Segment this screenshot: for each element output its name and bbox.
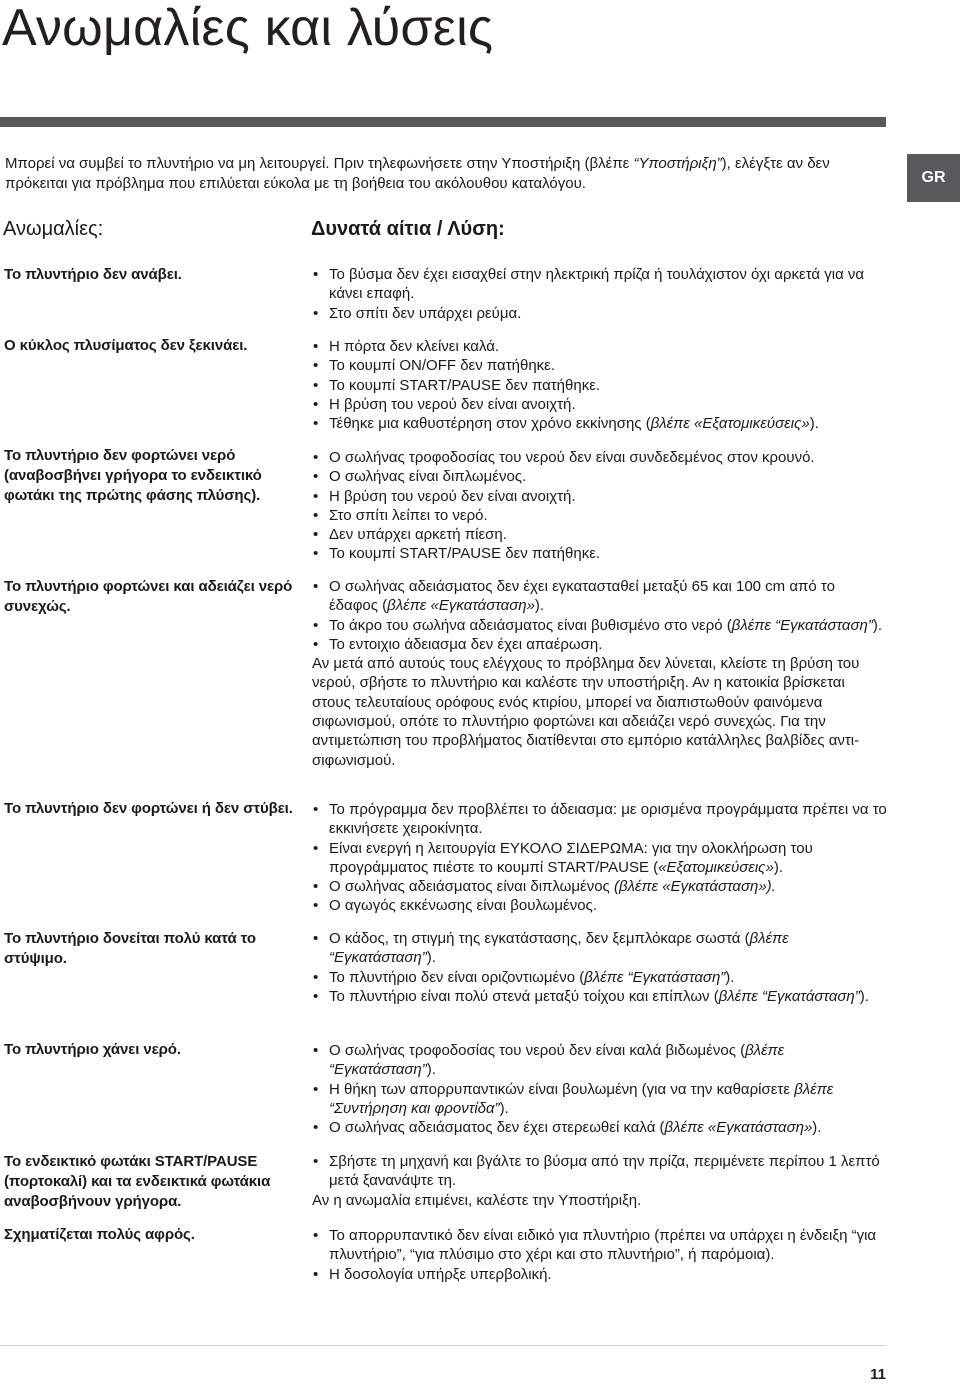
solution-item: [312, 395, 887, 414]
solution-reference: βλέπε “Εγκατάσταση”: [584, 968, 726, 986]
solution-reference: βλέπε «Εξατομικεύσεις»: [650, 415, 810, 433]
solution-item: [312, 414, 887, 433]
solution-text: Ο αγωγός εκκένωσης είναι βουλωμένος.: [329, 897, 597, 915]
intro-text-1: Μπορεί να συμβεί το πλυντήριο να μη λειτουργεί. Πριν τηλεφωνήσετε στην Υποστήριξη (βλέπε: [5, 155, 634, 172]
solution-reference: βλέπε «Εγκατάσταση»: [664, 1119, 813, 1137]
solution-text: ).: [773, 858, 783, 876]
solution-text: Το άκρο του σωλήνα αδειάσματος είναι βυθισμένο στο νερό (: [329, 616, 732, 634]
solution-item: [312, 304, 887, 323]
solution-reference: βλέπε “Συντήρηση και φροντίδα”: [329, 1080, 834, 1117]
solution-reference: «Εξατομικεύσεις»: [658, 858, 774, 876]
solution-item: [312, 506, 887, 525]
problem-text: Το πλυντήριο δονείται πολύ κατά το στύψιμο.: [4, 930, 256, 967]
solution-item: [312, 968, 887, 987]
solution-text: Το κουμπί START/PAUSE δεν πατήθηκε.: [329, 376, 601, 394]
problem-text: Ο κύκλος πλυσίματος δεν ξεκινάει.: [4, 337, 248, 354]
intro-paragraph: [5, 154, 885, 194]
solution-item: [312, 1226, 887, 1265]
solution-text: Η δοσολογία υπήρξε υπερβολική.: [329, 1265, 552, 1283]
solution-text: Ο σωλήνας τροφοδοσίας του νερού δεν είναι συνδεδεμένος στον κρουνό.: [329, 449, 815, 466]
solution-text: Το πλυντήριο δεν είναι οριζοντιωμένο (: [329, 968, 585, 986]
solution-item: [312, 337, 887, 356]
solution-text: Η βρύση του νερού δεν είναι ανοιχτή.: [329, 395, 576, 413]
solution-reference: βλέπε “Εγκατάσταση”: [731, 616, 873, 634]
solution-item: [312, 987, 887, 1006]
solution-text: Το βύσμα δεν έχει εισαχθεί στην ηλεκτρική πρίζα ή τουλάχιστον όχι αρκετά για να κάνει επαφή.: [329, 266, 865, 303]
solution-item: [312, 487, 887, 506]
solution-text: Τέθηκε μια καθυστέρηση στον χρόνο εκκίνησης (: [329, 415, 651, 433]
solution-text: Στο σπίτι λείπει το νερό.: [329, 506, 488, 524]
solution-reference: βλέπε «Εγκατάσταση»: [387, 597, 535, 615]
solution-text: Ο σωλήνας αδειάσματος δεν έχει εγκατασταθεί μεταξύ 65 και 100 cm από το έδαφος (: [329, 578, 835, 615]
solution-text: Η πόρτα δεν κλείνει καλά.: [329, 338, 500, 355]
solution-text: Η θήκη των απορρυπαντικών είναι βουλωμένη (για να την καθαρίσετε: [329, 1080, 795, 1098]
solution-item: [312, 1041, 887, 1080]
solution-reference: (βλέπε «Εγκατάσταση»).: [613, 878, 776, 896]
problem-text: Το πλυντήριο δεν ανάβει.: [4, 266, 182, 283]
solutions-column-heading: Δυνατά αίτια / Λύση:: [311, 218, 505, 240]
page-title: Ανωμαλίες και λύσεις: [2, 0, 494, 57]
solution-text: Η βρύση του νερού δεν είναι ανοιχτή.: [329, 487, 576, 505]
solution-reference: βλέπε “Εγκατάσταση”: [329, 930, 789, 967]
problem-text: Σχηματίζεται πολύς αφρός.: [4, 1226, 195, 1243]
solution-text: Το εντοιχιο άδειασμα δεν έχει απαέρωση.: [329, 635, 603, 653]
problem-text: Το πλυντήριο δεν φορτώνει νερό (αναβοσβήνει γρήγορα το ενδεικτικό φωτάκι της πρώτης φάσης πλύσης).: [4, 447, 262, 504]
solution-list: [312, 929, 887, 1006]
solution-list: [312, 1152, 887, 1210]
solution-text: ).: [859, 987, 869, 1005]
solution-text: ).: [426, 1061, 436, 1079]
solution-item: [312, 929, 887, 968]
solution-item: [312, 467, 887, 486]
solution-item: [312, 1118, 887, 1137]
problem-text: Το ενδεικτικό φωτάκι START/PAUSE (πορτοκαλί) και τα ενδεικτικά φωτάκια αναβοσβήνουν γρήγορα.: [4, 1153, 271, 1210]
problems-column-heading: Ανωμαλίες:: [3, 218, 104, 240]
solution-text: Δεν υπάρχει αρκετή πίεση.: [329, 526, 507, 544]
solution-text: ).: [534, 597, 545, 615]
solution-list: [312, 800, 887, 916]
solution-text: ).: [812, 1119, 822, 1137]
intro-text-2: ), ελέγξτε αν δεν πρόκειται για πρόβλημα που επιλύεται εύκολα με τη βοήθεια του ακόλουθου καταλόγου.: [5, 155, 830, 192]
solution-item: [312, 635, 887, 654]
solution-item: [312, 896, 887, 915]
solution-item: [312, 356, 887, 375]
solution-item: [312, 376, 887, 395]
solution-item: [312, 448, 887, 467]
solution-note: Αν η ανωμαλία επιμένει, καλέστε την Υποστήριξη.: [312, 1191, 642, 1209]
language-tab: GR: [907, 154, 960, 202]
solution-reference: βλέπε “Εγκατάσταση”: [329, 1042, 785, 1079]
solution-list: [312, 1041, 887, 1137]
solution-item: [312, 577, 887, 616]
solution-text: ).: [872, 616, 882, 634]
intro-reference: “Υποστήριξη”: [633, 155, 722, 172]
solution-item: [312, 544, 887, 563]
title-rule: [0, 117, 886, 127]
solution-list: [312, 577, 887, 770]
solution-item: [312, 1152, 887, 1191]
solution-item: [312, 525, 887, 544]
solution-text: ).: [809, 415, 819, 433]
solution-item: [312, 877, 887, 896]
solution-list: [312, 265, 887, 323]
solution-text: Το κουμπί ON/OFF δεν πατήθηκε.: [329, 357, 556, 375]
solution-text: Είναι ενεργή η λειτουργία ΕΥΚΟΛΟ ΣΙΔΕΡΩΜΑ: για την ολοκλήρωση του προγράμματος πιέστε το κουμπί START/PAUSE (: [329, 839, 813, 876]
footer-rule: [0, 1345, 886, 1346]
problem-text: Το πλυντήριο χάνει νερό.: [4, 1041, 181, 1058]
solution-text: Σβήστε τη μηχανή και βγάλτε το βύσμα από την πρίζα, περιμένετε περίπου 1 λεπτό μετά ξανανάψτε τη.: [329, 1153, 880, 1190]
solution-list: [312, 1226, 887, 1284]
solution-item: [312, 839, 887, 878]
solution-text: ).: [725, 968, 735, 986]
solution-item: [312, 800, 887, 839]
solution-text: Ο κάδος, τη στιγμή της εγκατάστασης, δεν ξεμπλόκαρε σωστά (: [329, 930, 750, 947]
solution-item: [312, 616, 887, 635]
solution-text: Το πλυντήριο είναι πολύ στενά μεταξύ τοίχου και επίπλων (: [329, 987, 719, 1005]
solution-item: [312, 265, 887, 304]
solution-reference: βλέπε “Εγκατάσταση”: [718, 987, 860, 1005]
solution-text: Το απορρυπαντικό δεν είναι ειδικό για πλυντήριο (πρέπει να υπάρχει η ένδειξη “για πλυντήριο”, “για πλύσιμο στο χέρι και στο πλυντήριο”, ή παρόμοια).: [329, 1227, 877, 1264]
solution-text: Το πρόγραμμα δεν προβλέπει το άδειασμα: με ορισμένα προγράμματα πρέπει να το εκκινήσετε χειροκίνητα.: [329, 801, 887, 838]
solution-text: Το κουμπί START/PAUSE δεν πατήθηκε.: [329, 545, 601, 563]
solution-text: ).: [426, 949, 436, 967]
problem-text: Το πλυντήριο φορτώνει και αδειάζει νερό συνεχώς.: [4, 578, 293, 615]
solution-item: [312, 1080, 887, 1119]
solution-list: [312, 337, 887, 433]
solution-item: [312, 1265, 887, 1284]
solution-text: Ο σωλήνας τροφοδοσίας του νερού δεν είναι καλά βιδωμένος (: [329, 1042, 746, 1059]
solution-text: ).: [499, 1099, 509, 1117]
solution-text: Στο σπίτι δεν υπάρχει ρεύμα.: [329, 304, 522, 322]
problem-text: Το πλυντήριο δεν φορτώνει ή δεν στύβει.: [4, 800, 293, 817]
solution-note: Αν μετά από αυτούς τους ελέγχους το πρόβλημα δεν λύνεται, κλείστε τη βρύση του νερού, σβήστε το πλυντήριο και καλέστε την υποστήριξη. Αν η κατοικία βρίσκεται στους τελευταίους ορόφους ενός κτιρίου, μπορεί να διαπιστωθούν φαινόμενα σιφωνισμού, οπότε το πλυντήριο φορτώνει και αδειάζει νερό συνεχώς. Για την αντιμετώπιση του προβλήματος διατίθενται στο εμπόριο κατάλληλες βαλβίδες αντι-σιφωνισμού.: [312, 655, 860, 769]
solution-text: Ο σωλήνας αδειάσματος δεν έχει στερεωθεί καλά (: [329, 1119, 665, 1137]
page-number: 11: [870, 1366, 886, 1383]
solution-list: [312, 448, 887, 564]
solution-text: Ο σωλήνας είναι διπλωμένος.: [329, 468, 527, 486]
solution-text: Ο σωλήνας αδειάσματος είναι διπλωμένος: [329, 878, 614, 896]
